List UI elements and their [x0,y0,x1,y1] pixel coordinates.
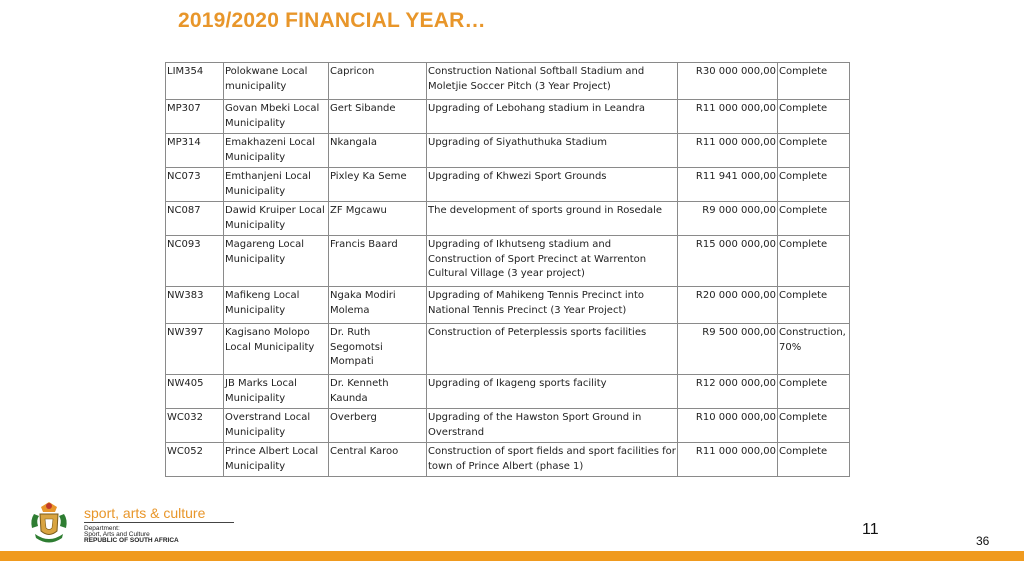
project-status: Construction,70% [778,324,850,375]
project-status: Complete [778,168,850,202]
project-description: Construction of sport fields and sport facilities for town of Prince Albert (phase 1) [427,443,678,477]
district-name: Capricon [329,63,427,100]
coat-of-arms-logo [26,498,72,553]
budget-amount: R11 941 000,00 [678,168,778,202]
municipal-code: NC093 [166,236,224,287]
municipal-code: NW397 [166,324,224,375]
budget-amount: R9 500 000,00 [678,324,778,375]
district-name: ZF Mgcawu [329,202,427,236]
department-brand-name: sport, arts & culture [84,505,206,521]
slide-number: 36 [976,534,990,548]
municipality-name: JB Marks Local Municipality [224,375,329,409]
project-status: Complete [778,375,850,409]
district-name: Dr. Kenneth Kaunda [329,375,427,409]
budget-amount: R9 000 000,00 [678,202,778,236]
project-description: Upgrading of Siyathuthuka Stadium [427,134,678,168]
project-status: Complete [778,443,850,477]
municipality-name: Emthanjeni Local Municipality [224,168,329,202]
table-row [166,324,850,375]
municipality-name: Overstrand Local Municipality [224,409,329,443]
municipality-name: Prince Albert Local Municipality [224,443,329,477]
table-row [166,202,850,236]
table-row [166,134,850,168]
department-label: Department: [84,525,120,532]
table-row [166,63,850,100]
footer-bar [0,551,1024,561]
municipal-code: NC073 [166,168,224,202]
municipality-name: Govan Mbeki Local Municipality [224,100,329,134]
budget-amount: R11 000 000,00 [678,134,778,168]
table-row [166,375,850,409]
municipality-name: Polokwane Local municipality [224,63,329,100]
projects-table [165,62,850,477]
municipal-code: LIM354 [166,63,224,100]
municipality-name: Mafikeng Local Municipality [224,287,329,324]
municipality-name: Magareng Local Municipality [224,236,329,287]
project-description: Construction of Peterplessis sports facilities [427,324,678,375]
table-row [166,409,850,443]
page-title: 2019/2020 FINANCIAL YEAR… [178,9,486,32]
table-row [166,100,850,134]
project-status: Complete [778,100,850,134]
project-status: Complete [778,63,850,100]
district-name: Overberg [329,409,427,443]
municipal-code: WC032 [166,409,224,443]
municipal-code: MP307 [166,100,224,134]
municipal-code: MP314 [166,134,224,168]
project-description: The development of sports ground in Rosedale [427,202,678,236]
table-row [166,287,850,324]
project-status: Complete [778,202,850,236]
municipality-name: Dawid Kruiper Local Municipality [224,202,329,236]
district-name: Francis Baard [329,236,427,287]
country-name: REPUBLIC OF SOUTH AFRICA [84,537,179,544]
municipality-name: Emakhazeni Local Municipality [224,134,329,168]
project-status: Complete [778,287,850,324]
project-description: Construction National Softball Stadium and Moletjie Soccer Pitch (3 Year Project) [427,63,678,100]
table-row [166,236,850,287]
district-name: Dr. Ruth Segomotsi Mompati [329,324,427,375]
municipal-code: NW383 [166,287,224,324]
table-row [166,443,850,477]
budget-amount: R15 000 000,00 [678,236,778,287]
table-row [166,168,850,202]
project-description: Upgrading of Mahikeng Tennis Precinct into National Tennis Precinct (3 Year Project) [427,287,678,324]
project-description: Upgrading of Lebohang stadium in Leandra [427,100,678,134]
budget-amount: R12 000 000,00 [678,375,778,409]
district-name: Pixley Ka Seme [329,168,427,202]
budget-amount: R11 000 000,00 [678,443,778,477]
district-name: Gert Sibande [329,100,427,134]
project-description: Upgrading of the Hawston Sport Ground in Overstrand [427,409,678,443]
municipal-code: NW405 [166,375,224,409]
page-number: 11 [862,521,879,538]
project-status: Complete [778,236,850,287]
project-status: Complete [778,409,850,443]
project-description: Upgrading of Ikhutseng stadium and Construction of Sport Precinct at Warrenton Cultural Village (3 year project) [427,236,678,287]
department-name: Sport, Arts and Culture [84,531,150,538]
municipal-code: NC087 [166,202,224,236]
project-description: Upgrading of Khwezi Sport Grounds [427,168,678,202]
district-name: Nkangala [329,134,427,168]
municipality-name: Kagisano Molopo Local Municipality [224,324,329,375]
project-status: Complete [778,134,850,168]
brand-divider [84,522,234,523]
district-name: Central Karoo [329,443,427,477]
budget-amount: R10 000 000,00 [678,409,778,443]
project-description: Upgrading of Ikageng sports facility [427,375,678,409]
district-name: Ngaka Modiri Molema [329,287,427,324]
budget-amount: R30 000 000,00 [678,63,778,100]
budget-amount: R11 000 000,00 [678,100,778,134]
municipal-code: WC052 [166,443,224,477]
budget-amount: R20 000 000,00 [678,287,778,324]
